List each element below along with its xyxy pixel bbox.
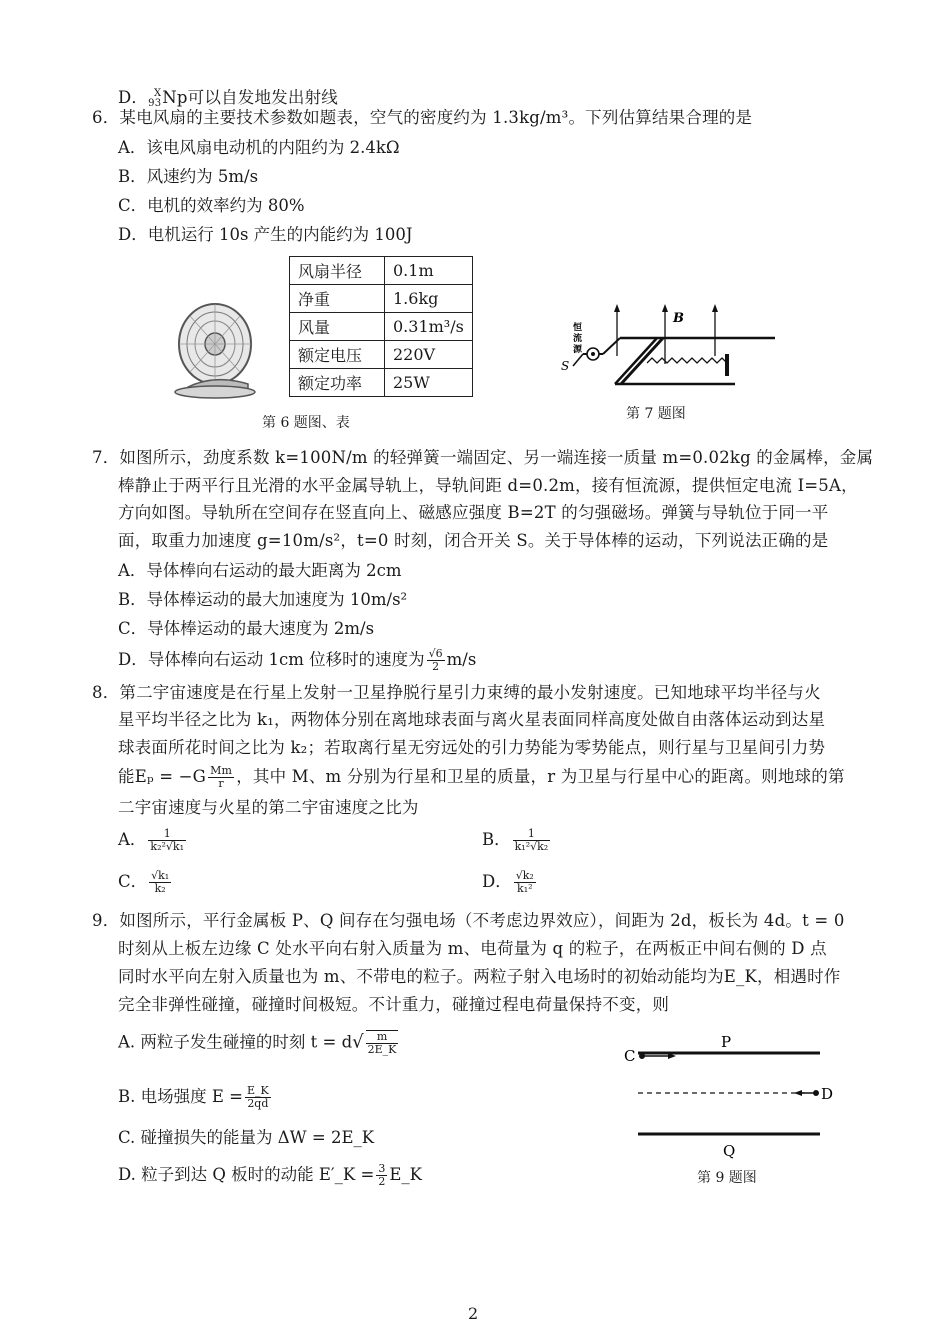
q6-stem: 6．某电风扇的主要技术参数如题表，空气的密度约为 1.3kg/m³。下列估算结果合理的是	[92, 108, 753, 127]
q9-figure	[620, 1030, 840, 1160]
q9-line-2: 时刻从上板左边缘 C 处水平向右射入质量为 m、电荷量为 q 的粒子，在两板正中间右侧的 D 点	[118, 939, 827, 958]
label-source-3: 源	[573, 345, 583, 355]
table-row: 额定功率 25W	[290, 369, 473, 397]
q7-option-c: C．导体棒运动的最大速度为 2m/s	[118, 619, 375, 638]
q8-option-a: A． $\frac{1}{\text{k₂²√k₁}}$	[118, 827, 184, 853]
q8-line-2: 星平均半径之比为 k₁，两物体分别在离地球表面与离火星表面同样高度处做自由落体运动到达星	[118, 710, 826, 729]
label-p: P	[721, 1033, 732, 1051]
page-number: 2	[468, 1304, 479, 1323]
table-row: 风量 0.31m³/s	[290, 313, 473, 341]
q8-line-1: 8．第二宇宙速度是在行星上发射一卫星挣脱行星引力束缚的最小发射速度。已知地球平均半径与火	[92, 683, 821, 702]
q9-option-a: A. 两粒子发生碰撞的时刻 t = d√ $\frac{m}{2E\_K}$	[118, 1030, 397, 1056]
q9-line-4: 完全非弹性碰撞，碰撞时间极短。不计重力，碰撞过程电荷量保持不变，则	[118, 995, 670, 1014]
label-d: D	[821, 1085, 834, 1103]
label-q: Q	[723, 1142, 736, 1160]
q9-line-1: 9．如图所示，平行金属板 P、Q 间存在匀强电场（不考虑边界效应），间距为 2d，板长为 4d。t = 0	[92, 911, 845, 930]
q8-option-b: B． $\frac{1}{\text{k₁²√k₂}}$	[482, 827, 549, 853]
label-c: C	[624, 1047, 636, 1065]
table-row: 风扇半径 0.1m	[290, 257, 473, 285]
label-source-1: 恒	[573, 323, 583, 333]
q6-option-c: C．电机的效率约为 80%	[118, 196, 305, 215]
table-row: 净重 1.6kg	[290, 285, 473, 313]
q7-caption: 第 7 题图	[626, 406, 686, 422]
q6-spec-table	[289, 256, 473, 397]
q6-caption: 第 6 题图、表	[262, 415, 350, 431]
q9-option-c: C. 碰撞损失的能量为 ΔW = 2E_K	[118, 1128, 375, 1147]
q9-option-b: B. 电场强度 E = $\frac{E\_K}{2qd}$	[118, 1084, 269, 1110]
q7-option-a: A．导体棒向右运动的最大距离为 2cm	[118, 561, 402, 580]
q7-line-2: 棒静止于两平行且光滑的水平金属导轨上，导轨间距 d=0.2m，接有恒流源，提供恒定电流 I=5A，	[118, 476, 858, 495]
q9-option-d: D. 粒子到达 Q 板时的动能 E′_K = $\frac{3}{2}$ E_K	[118, 1162, 422, 1188]
q9-caption: 第 9 题图	[697, 1170, 757, 1186]
label-b: B	[673, 311, 684, 326]
q7-line-3: 方向如图。导轨所在空间存在竖直向上、磁感应强度 B=2T 的匀强磁场。弹簧与导轨位于同一平	[118, 503, 829, 522]
q8-line-5: 二宇宙速度与火星的第二宇宙速度之比为	[118, 798, 419, 817]
q6-option-d: D．电机运行 10s 产生的内能约为 100J	[118, 225, 413, 244]
q8-line-4: 能Eₚ = −G $\frac{Mm}{r}$ ，其中 M、m 分别为行星和卫星的质量，r 为卫星与行星中心的距离。则地球的第	[118, 764, 845, 790]
q6-option-b: B．风速约为 5m/s	[118, 167, 259, 186]
label-source-2: 流	[573, 334, 583, 344]
q7-line-1: 7．如图所示，劲度系数 k=100N/m 的轻弹簧一端固定、另一端连接一质量 m=0.02kg 的金属棒，金属	[92, 448, 874, 467]
label-s: S	[561, 359, 570, 373]
q8-option-c: C． $\frac{\text{√k₁}}{\text{k₂}}$	[118, 869, 170, 895]
q7-line-4: 面，取重力加速度 g=10m/s²，t=0 时刻，闭合开关 S。关于导体棒的运动，下列说法正确的是	[118, 531, 829, 550]
q8-option-d: D． $\frac{\text{√k₂}}{\text{k₁²}}$	[482, 869, 534, 895]
q9-line-3: 同时水平向左射入质量也为 m、不带电的粒子。两粒子射入电场时的初始动能均为E_K，相遇时作	[118, 967, 841, 986]
fan-image	[170, 292, 270, 402]
q8-line-3: 球表面所花时间之比为 k₂；若取离行星无穷远处的引力势能为零势能点，则行星与卫星间引力势	[118, 738, 826, 757]
q7-option-b: B．导体棒运动的最大加速度为 10m/s²	[118, 590, 408, 609]
q6-option-a: A．该电风扇电动机的内阻约为 2.4kΩ	[118, 138, 400, 157]
q5-option-d: D． X 93 Np可以自发地发出射线	[118, 87, 338, 109]
table-row: 额定电压 220V	[290, 341, 473, 369]
q7-option-d: D．导体棒向右运动 1cm 位移时的速度为 $\frac{√6}{2}$ m/s	[118, 647, 477, 673]
q7-figure	[555, 296, 790, 401]
